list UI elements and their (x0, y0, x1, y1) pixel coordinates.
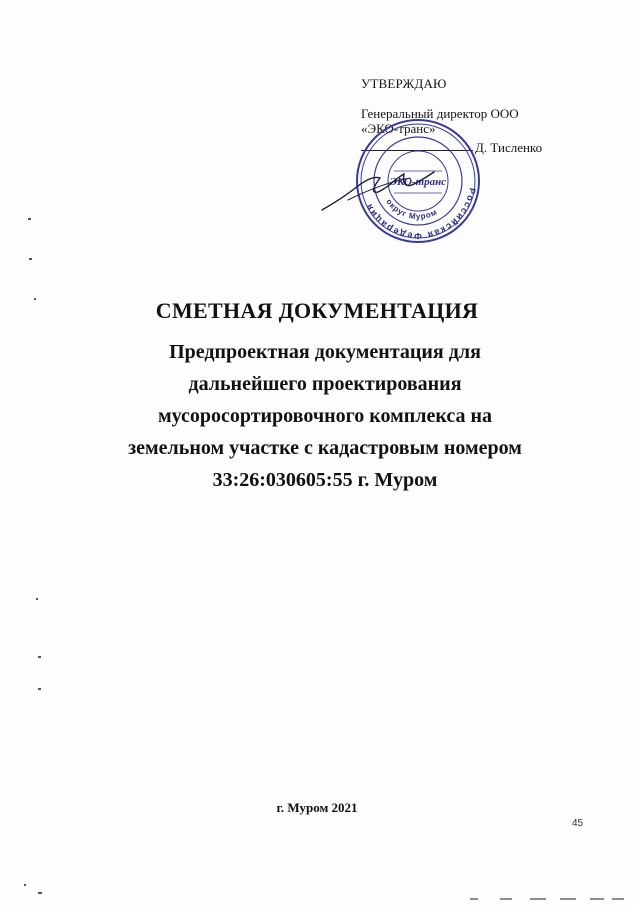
seal-center-text: ЭКО-транс (389, 176, 447, 188)
approver-name: Д. Тисленко (475, 140, 543, 155)
handwritten-signature (318, 168, 438, 216)
subtitle-line: мусоросортировочного комплекса на (157, 405, 493, 427)
approver-position: Генеральный директор ООО (361, 106, 519, 121)
approver-company: «ЭКО-транс» (361, 121, 436, 136)
document-subtitle (60, 336, 590, 496)
document-title: СМЕТНАЯ ДОКУМЕНТАЦИЯ (155, 298, 479, 323)
seal-inner-text: округ Муром (384, 197, 439, 222)
subtitle-line: дальнейшего проектирования (188, 373, 462, 395)
subtitle-line: Предпроектная документация для (169, 341, 481, 363)
seal-outer-text: Российская Федерация (363, 187, 478, 242)
approval-title: УТВЕРЖДАЮ (361, 76, 447, 91)
city-year: г. Муром 2021 (276, 800, 358, 815)
subtitle-line: земельном участке с кадастровым номером (128, 437, 522, 459)
page-number: 45 (572, 818, 584, 829)
subtitle-line: 33:26:030605:55 г. Муром (212, 469, 438, 491)
